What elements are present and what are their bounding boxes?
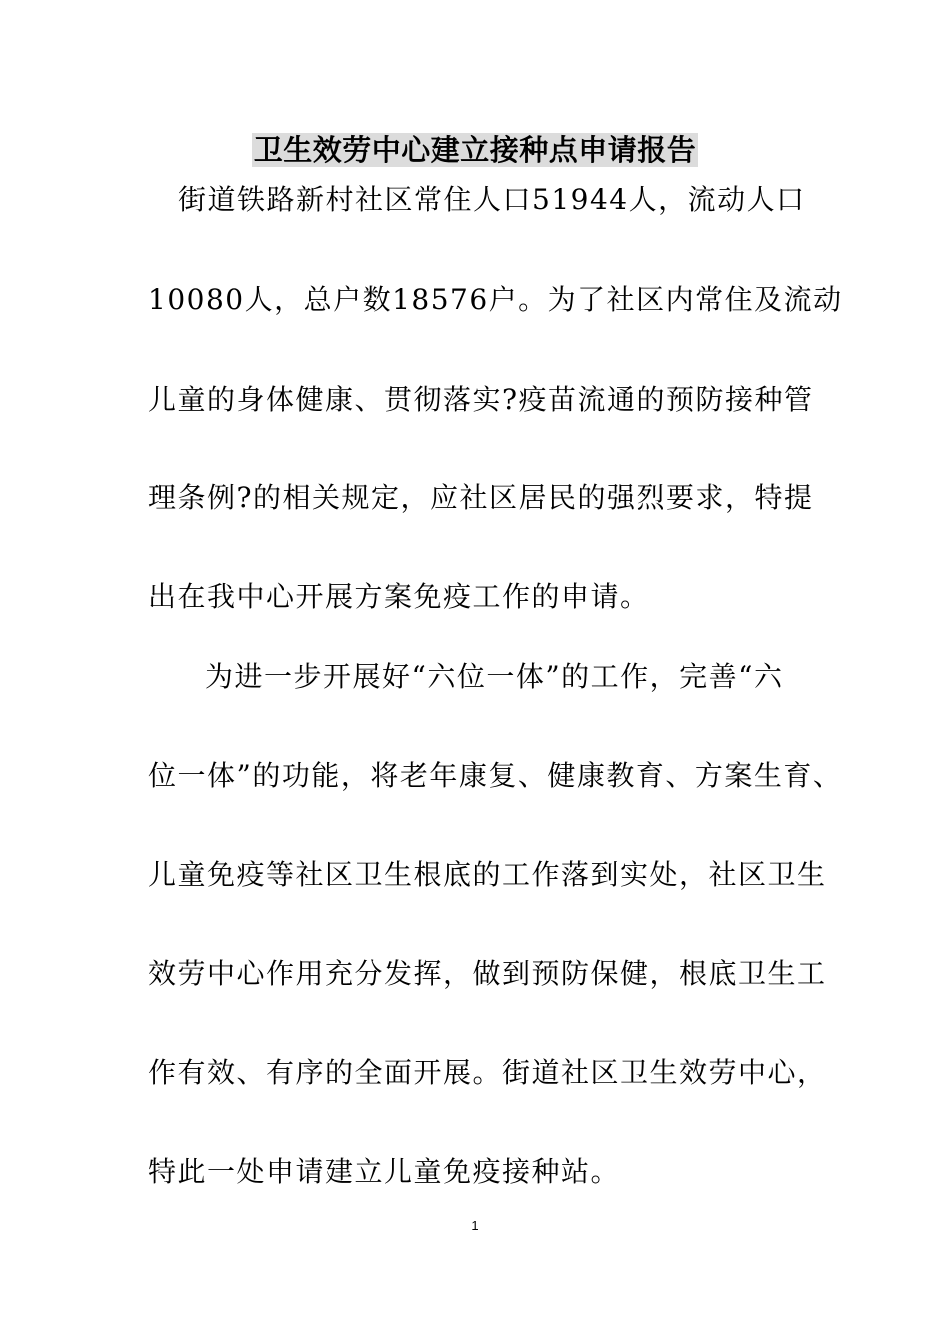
paragraph-2-line-5: 作有效、有序的全面开展。街道社区卫生效劳中心， bbox=[148, 1056, 827, 1089]
paragraph-1-line-4: 理条例?的相关规定，应社区居民的强烈要求，特提 bbox=[148, 481, 814, 514]
paragraph-2-line-1: 为进一步开展好“六位一体”的工作，完善“六 bbox=[205, 660, 784, 693]
paragraph-2-line-2: 位一体”的功能，将老年康复、健康教育、方案生育、 bbox=[148, 759, 843, 792]
document-title bbox=[0, 130, 950, 170]
paragraph-2-line-4: 效劳中心作用充分发挥，做到预防保健，根底卫生工 bbox=[148, 957, 827, 990]
paragraph-1-line-2: 10080人，总户数18576户。为了社区内常住及流动 bbox=[148, 283, 843, 316]
paragraph-1-line-5: 出在我中心开展方案免疫工作的申请。 bbox=[148, 580, 650, 613]
document-title-text: 卫生效劳中心建立接种点申请报告 bbox=[253, 133, 697, 167]
paragraph-2-line-6: 特此一处申请建立儿童免疫接种站。 bbox=[148, 1155, 621, 1188]
page-number: 1 bbox=[471, 1218, 479, 1233]
paragraph-1-line-1: 街道铁路新村社区常住人口51944人，流动人口 bbox=[178, 183, 806, 216]
paragraph-1-line-3: 儿童的身体健康、贯彻落实?疫苗流通的预防接种管 bbox=[148, 383, 814, 416]
paragraph-2-line-3: 儿童免疫等社区卫生根底的工作落到实处，社区卫生 bbox=[148, 858, 827, 891]
